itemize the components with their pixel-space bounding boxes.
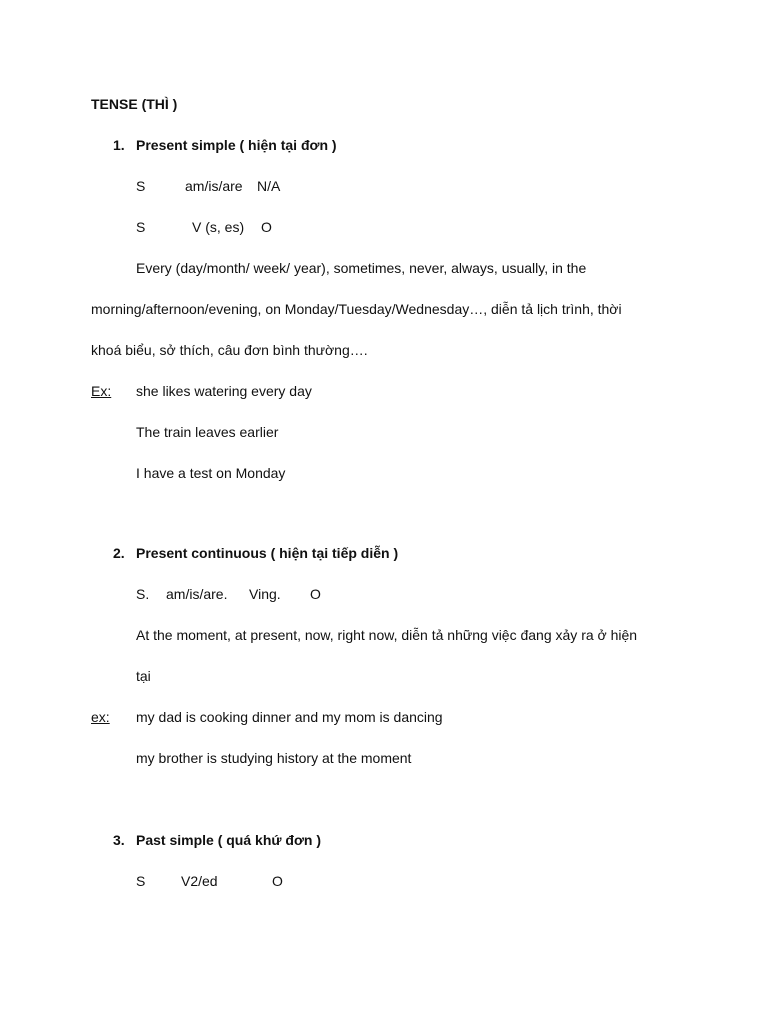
formula-object: O [261, 219, 272, 235]
example-label: Ex: [91, 383, 112, 399]
example-sentence: my brother is studying history at the moment [136, 750, 412, 766]
section-number: 2. [113, 545, 125, 561]
section-heading: Past simple ( quá khứ đơn ) [136, 832, 322, 848]
formula-object: O [272, 873, 283, 889]
section-number: 3. [113, 832, 125, 848]
section-heading: Present simple ( hiện tại đơn ) [136, 137, 337, 153]
example-sentence: I have a test on Monday [136, 465, 286, 481]
formula-subject: S [136, 178, 146, 194]
usage-line: At the moment, at present, now, right now, diễn tả những việc đang xảy ra ở hiện [136, 627, 638, 643]
formula-subject: S. [136, 586, 150, 602]
section-heading: Present continuous ( hiện tại tiếp diễn ) [136, 545, 399, 561]
section-number: 1. [113, 137, 125, 153]
usage-line: morning/afternoon/evening, on Monday/Tuesday/Wednesday…, diễn tả lịch trình, thời [91, 301, 622, 317]
usage-line: Every (day/month/ week/ year), sometimes, never, always, usually, in the [136, 260, 587, 276]
formula-subject: S [136, 873, 146, 889]
formula-verb: am/is/are [185, 178, 243, 194]
formula-verb: am/is/are. [166, 586, 228, 602]
usage-line: khoá biểu, sở thích, câu đơn bình thường…. [91, 342, 368, 358]
document-title: TENSE (THÌ ) [91, 96, 178, 112]
example-sentence: my dad is cooking dinner and my mom is dancing [136, 709, 443, 725]
example-label: ex: [91, 709, 110, 725]
formula-object: O [310, 586, 321, 602]
formula-subject: S [136, 219, 146, 235]
formula-ving: Ving. [249, 586, 281, 602]
formula-verb: V (s, es) [192, 219, 245, 235]
example-sentence: The train leaves earlier [136, 424, 279, 440]
usage-line: tại [136, 668, 151, 684]
formula-object: N/A [257, 178, 281, 194]
formula-verb: V2/ed [181, 873, 218, 889]
example-sentence: she likes watering every day [136, 383, 312, 399]
